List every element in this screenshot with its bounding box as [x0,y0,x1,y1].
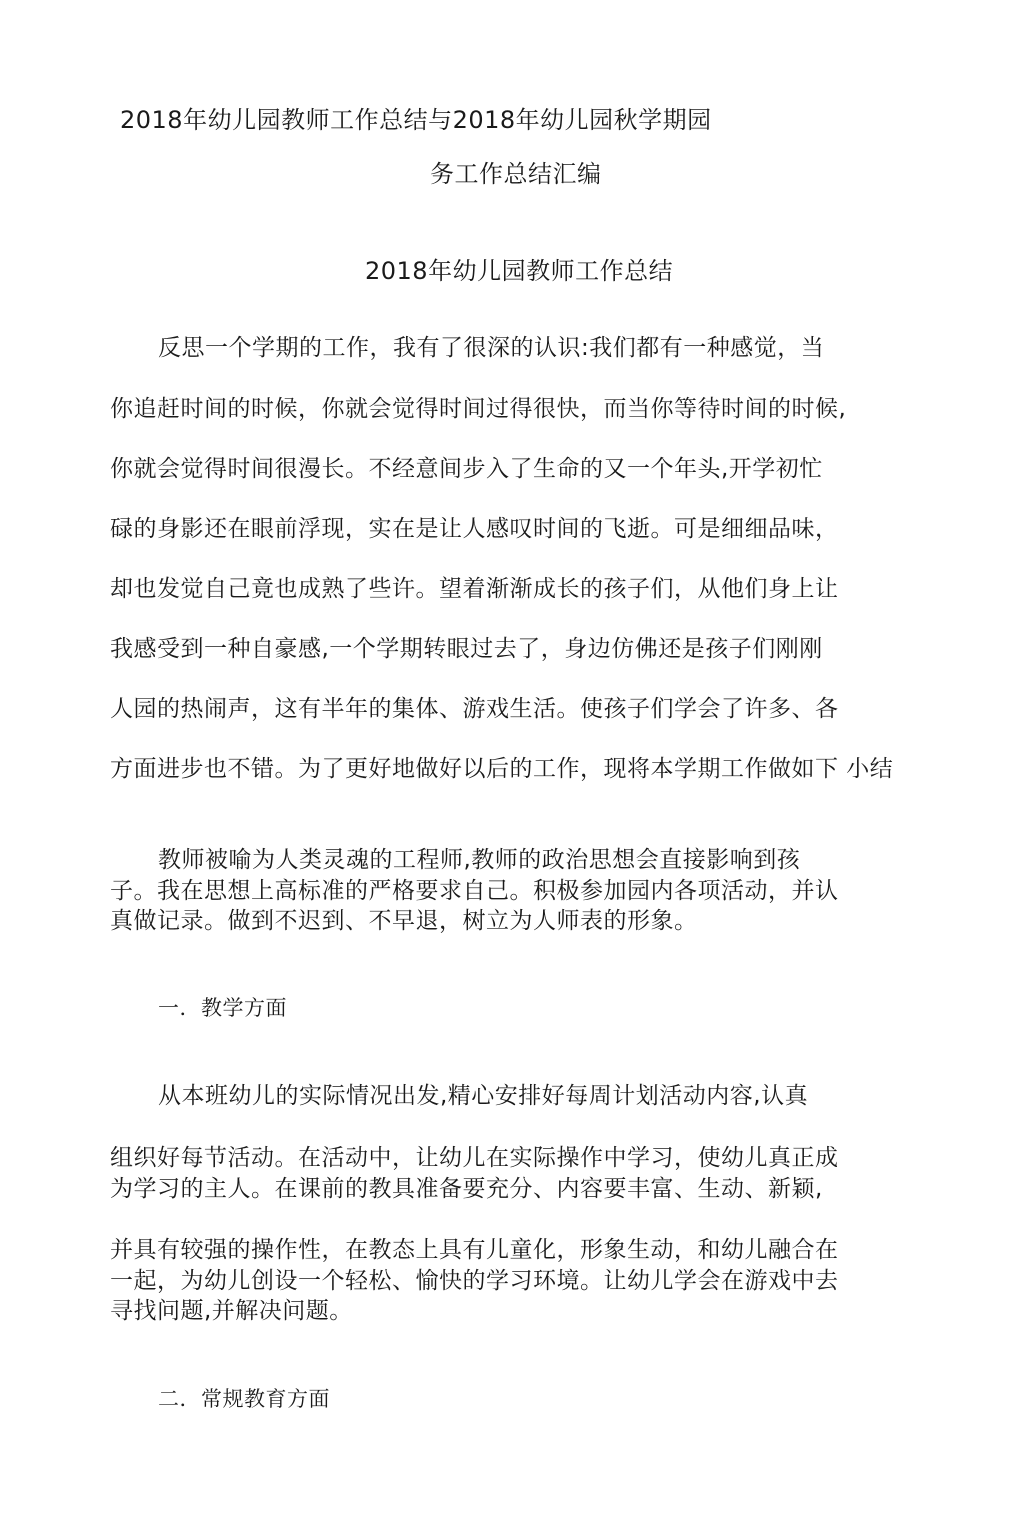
paragraph-3-line: 并具有较强的操作性，在教态上具有儿童化，形象生动，和幼儿融合在 [110,1237,839,1263]
paragraph-2-line: 真做记录。做到不迟到、不早退，树立为人师表的形象。 [110,908,698,934]
paragraph-1-line: 碌的身影还在眼前浮现，实在是让人感叹时间的飞逝。可是细细品味， [110,516,839,542]
paragraph-1-line: 你就会觉得时间很漫长。不经意间步入了生命的又一个年头,开学初忙 [110,456,823,482]
paragraph-1-line: 却也发觉自己竟也成熟了些许。望着渐渐成长的孩子们，从他们身上让 [110,576,839,602]
paragraph-3-line: 从本班幼儿的实际情况出发,精心安排好每周计划活动内容,认真 [158,1083,809,1109]
paragraph-3-line: 为学习的主人。在课前的教具准备要充分、内容要丰富、生动、新颖, [110,1176,823,1202]
section-1-heading: 一．教学方面 [158,996,287,1020]
section-2-heading: 二．常规教育方面 [158,1387,330,1411]
paragraph-1-line: 我感受到一种自豪感,一个学期转眼过去了，身边仿佛还是孩子们刚刚 [110,636,823,662]
document-title-line-1: 2018年幼儿园教师工作总结与2018年幼儿园秋学期园 [120,106,712,134]
paragraph-1-line: 反思一个学期的工作，我有了很深的认识:我们都有一种感觉，当 [158,335,825,361]
paragraph-3-line: 一起，为幼儿创设一个轻松、愉快的学习环境。让幼儿学会在游戏中去 [110,1268,839,1294]
paragraph-1-line: 方面进步也不错。为了更好地做好以后的工作，现将本学期工作做如下 小结 [110,756,894,782]
paragraph-1-line: 人园的热闹声，这有半年的集体、游戏生活。使孩子们学会了许多、各 [110,696,839,722]
document-title-line-2: 务工作总结汇编 [430,160,602,188]
paragraph-3-line: 寻找问题,并解决问题。 [110,1298,353,1324]
paragraph-3-line: 组织好每节活动。在活动中，让幼儿在实际操作中学习，使幼儿真正成 [110,1145,839,1171]
paragraph-2-line: 教师被喻为人类灵魂的工程师,教师的政治思想会直接影响到孩 [158,847,801,873]
document-subtitle: 2018年幼儿园教师工作总结 [365,257,674,285]
paragraph-2-line: 子。我在思想上高标准的严格要求自己。积极参加园内各项活动，并认 [110,878,839,904]
paragraph-1-line: 你追赶时间的时候，你就会觉得时间过得很快，而当你等待时间的时候, [110,396,847,422]
